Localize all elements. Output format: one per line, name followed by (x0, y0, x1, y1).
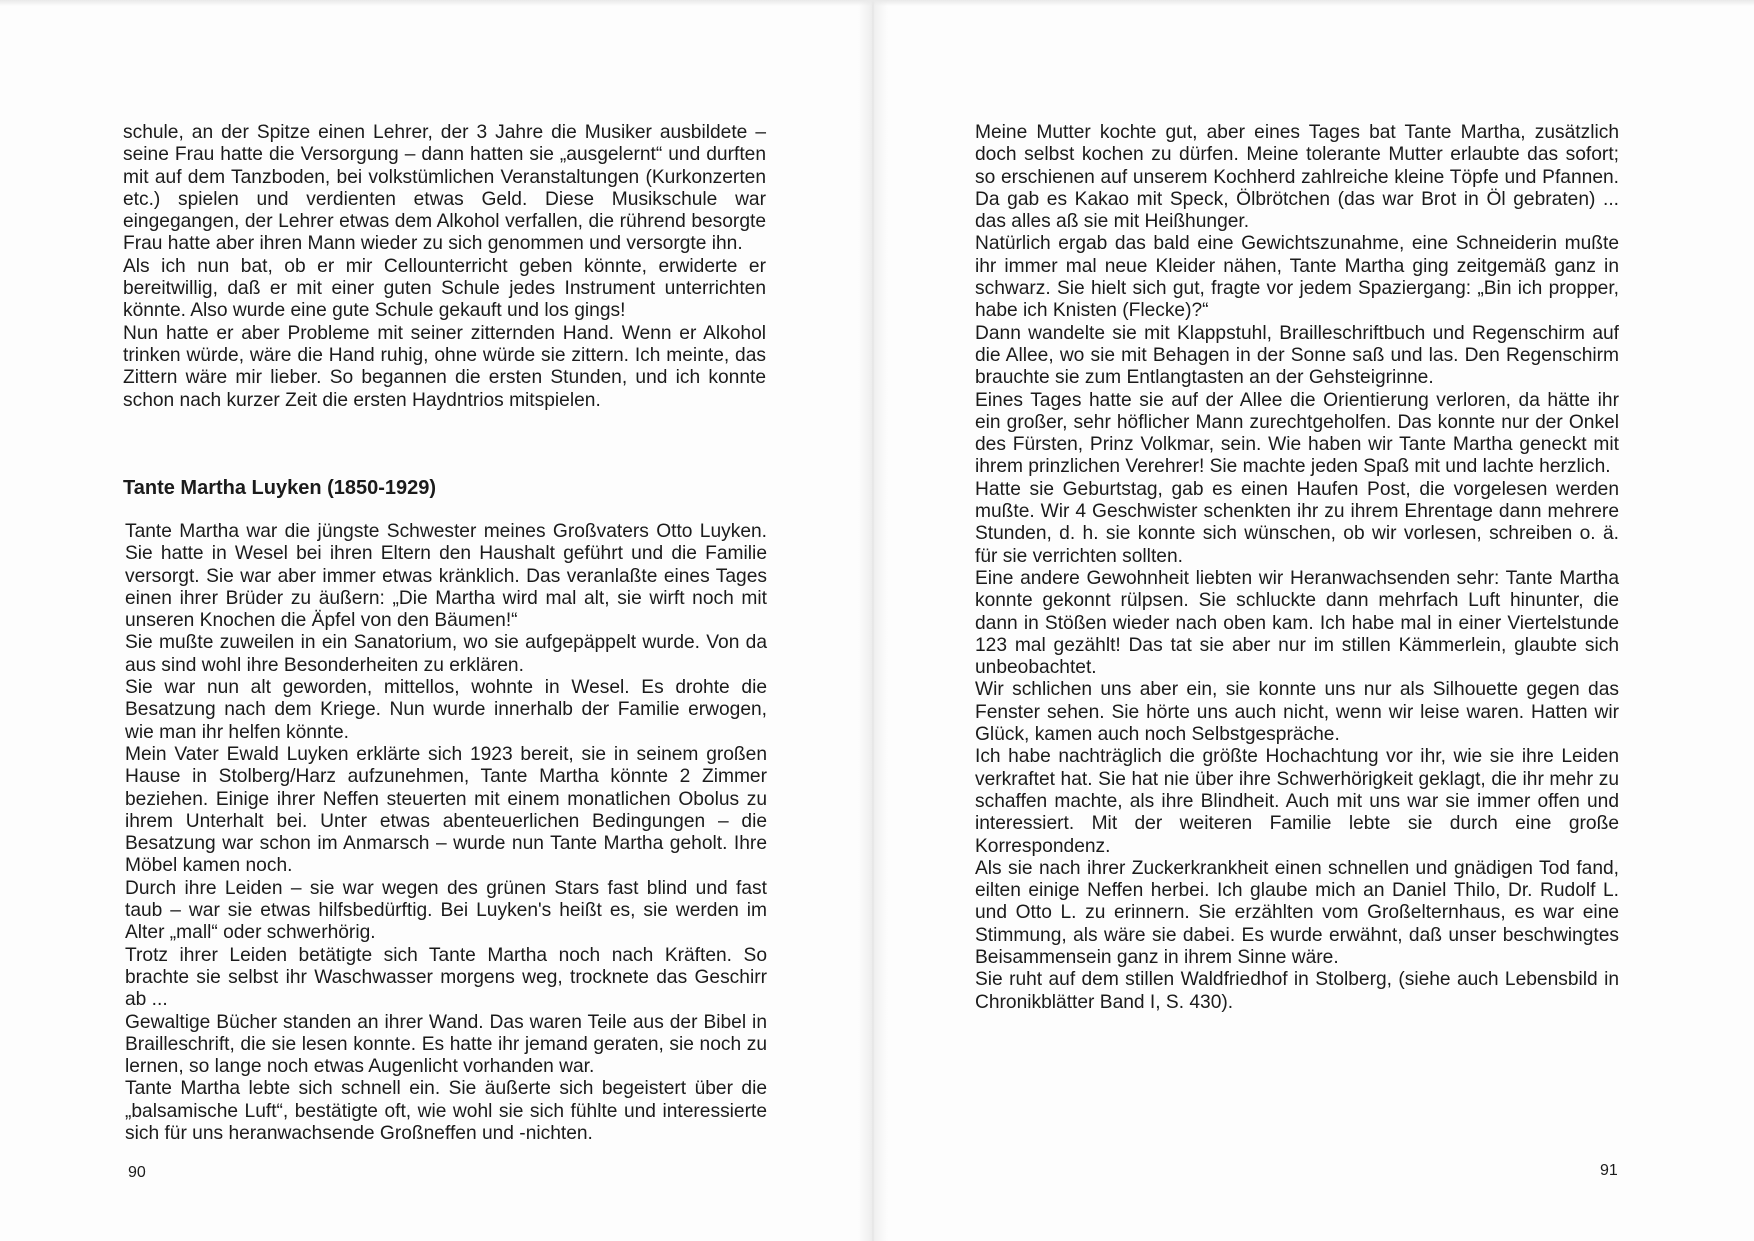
paragraph: Dann wandelte sie mit Klappstuhl, Brailleschriftbuch und Regenschirm auf die Allee, wo sie mit Behagen in der Sonne saß und las. Den Regenschirm brauchte sie zum Entlangtasten an der Gehsteigrinne. (975, 322, 1619, 389)
paragraph: Eines Tages hatte sie auf der Allee die Orientierung verloren, da hätte ihr ein großer, sehr höflicher Mann zurechtgeholfen. Das konnte nur der Onkel des Fürsten, Prinz Volkmar, sein. Wie haben wir Tante Martha geneckt mit ihrem prinzlichen Verehrer! Sie machte jeden Spaß mit und lachte herzlich. (975, 389, 1619, 478)
paragraph: Meine Mutter kochte gut, aber eines Tages bat Tante Martha, zusätzlich doch selbst kochen zu dürfen. Meine tolerante Mutter erlaubte das sofort; so erschienen auf unserem Kochherd zahlreiche kleine Töpfe und Pfannen. Da gab es Kakao mit Speck, Ölbrötchen (das war Brot in Öl gebraten) ... das alles aß sie mit Heißhunger. (975, 122, 1619, 233)
paragraph: Wir schlichen uns aber ein, sie konnte uns nur als Silhouette gegen das Fenster sehen. Sie hörte uns auch nicht, wenn wir leise waren. Hatten wir Glück, kamen auch noch Selbstgespräche. (975, 679, 1619, 746)
paragraph: Ich habe nachträglich die größte Hochachtung vor ihr, wie sie ihre Leiden verkraftet hat. Sie hat nie über ihre Schwerhörigkeit geklagt, die ihr mehr zu schaffen machte, als ihre Blindheit. Auch mit uns war sie immer offen und interessiert. Mit der weiteren Familie lebte sie durch eine große Korrespondenz. (975, 746, 1619, 857)
book-gutter (858, 0, 888, 1241)
left-page-text-bottom (125, 521, 767, 1145)
paragraph: Durch ihre Leiden – sie war wegen des grünen Stars fast blind und fast taub – war sie etwas hilfsbedürftig. Bei Luyken's heißt es, sie werden im Alter „mall“ oder schwerhörig. (125, 877, 767, 944)
paragraph: Mein Vater Ewald Luyken erklärte sich 1923 bereit, sie in seinem großen Hause in Stolberg/Harz aufzunehmen, Tante Martha könnte 2 Zimmer beziehen. Einige ihrer Neffen steuerten mit einem monatlichen Obolus zu ihrem Unterhalt bei. Unter etwas abenteuerlichen Bedingungen – die Besatzung war schon im Anmarsch – wurde nun Tante Martha geholt. Ihre Möbel kamen noch. (125, 743, 767, 877)
paragraph: Nun hatte er aber Probleme mit seiner zitternden Hand. Wenn er Alkohol trinken würde, wäre die Hand ruhig, ohne würde sie zittern. Ich meinte, das Zittern wäre mir lieber. So begannen die ersten Stunden, und ich konnte schon nach kurzer Zeit die ersten Haydntrios mitspielen. (123, 322, 766, 411)
right-page (872, 0, 1754, 1241)
paragraph: Tante Martha lebte sich schnell ein. Sie äußerte sich begeistert über die „balsamische Luft“, bestätigte oft, wie wohl sie sich fühlte und interessierte sich für uns heranwachsende Großneffen und -nichten. (125, 1078, 767, 1145)
paragraph: Als sie nach ihrer Zuckerkrankheit einen schnellen und gnädigen Tod fand, eilten einige Neffen herbei. Ich glaube mich an Daniel Thilo, Dr. Rudolf L. und Otto L. zu erinnern. Sie erzählten vom Großelternhaus, es war eine Stimmung, als wäre sie dabei. Es wurde erwähnt, daß unser beschwingtes Beisammensein ganz in ihrem Sinne wäre. (975, 857, 1619, 968)
left-page (0, 0, 872, 1241)
page-number: 91 (1600, 1162, 1618, 1179)
right-page-text (975, 122, 1619, 1014)
paragraph: Tante Martha war die jüngste Schwester meines Großvaters Otto Luyken. Sie hatte in Wesel bei ihren Eltern den Haushalt geführt und die Familie versorgt. Sie war aber immer etwas kränklich. Das veranlaßte eines Tages einen ihrer Brüder zu äußern: „Die Martha wird mal alt, sie wirft noch mit unseren Knochen die Äpfel von den Bäumen!“ (125, 521, 767, 632)
section-heading: Tante Martha Luyken (1850-1929) (123, 477, 437, 499)
page-top-edge (0, 0, 1754, 6)
paragraph: Trotz ihrer Leiden betätigte sich Tante Martha noch nach Kräften. So brachte sie selbst ihr Waschwasser morgens weg, trocknete das Geschirr ab ... (125, 944, 767, 1011)
paragraph: schule, an der Spitze einen Lehrer, der 3 Jahre die Musiker ausbildete – seine Frau hatte die Versorgung – dann hatten sie „ausgelernt“ und durften mit auf dem Tanzboden, bei volkstümlichen Veranstaltungen (Kurkonzerten etc.) spielen und verdienten etwas Geld. Diese Musikschule war eingegangen, der Lehrer etwas dem Alkohol verfallen, die rührend besorgte Frau hatte aber ihren Mann wieder zu sich genommen und versorgte ihn. (123, 122, 766, 255)
paragraph: Sie ruht auf dem stillen Waldfriedhof in Stolberg, (siehe auch Lebensbild in Chronikblätter Band I, S. 430). (975, 969, 1619, 1013)
paragraph: Sie war nun alt geworden, mittellos, wohnte in Wesel. Es drohte die Besatzung nach dem Kriege. Nun wurde innerhalb der Familie erwogen, wie man ihr helfen könnte. (125, 677, 767, 743)
paragraph: Hatte sie Geburtstag, gab es einen Haufen Post, die vorgelesen werden mußte. Wir 4 Geschwister schenkten ihr zu ihrem Ehrentage dann mehrere Stunden, d. h. sie konnte sich wünschen, ob wir vorlesen, schreiben o. ä. für sie verrichten sollten. (975, 478, 1619, 567)
paragraph: Eine andere Gewohnheit liebten wir Heranwachsenden sehr: Tante Martha konnte gekonnt rülpsen. Sie schluckte dann mehrfach Luft hinunter, die dann in Stößen wieder nach oben kam. Ich habe mal in einer Viertelstunde 123 mal gezählt! Das tat sie aber nur im stillen Kämmerlein, glaubte sich unbeobachtet. (975, 567, 1619, 679)
paragraph: Als ich nun bat, ob er mir Cellounterricht geben könnte, erwiderte er bereitwillig, daß er mit einer guten Schule jedes Instrument unterrichten könnte. Also wurde eine gute Schule gekauft und los gings! (123, 255, 766, 322)
paragraph: Gewaltige Bücher standen an ihrer Wand. Das waren Teile aus der Bibel in Brailleschrift, die sie lesen konnte. Es hatte ihr jemand geraten, sie noch zu lernen, so lange noch etwas Augenlicht vorhanden war. (125, 1011, 767, 1078)
page-number: 90 (128, 1164, 146, 1181)
left-page-text-top (123, 122, 766, 412)
paragraph: Sie mußte zuweilen in ein Sanatorium, wo sie aufgepäppelt wurde. Von da aus sind wohl ihre Besonderheiten zu erklären. (125, 632, 767, 676)
paragraph: Natürlich ergab das bald eine Gewichtszunahme, eine Schneiderin mußte ihr immer mal neue Kleider nähen, Tante Martha ging zeitgemäß ganz in schwarz. Sie hielt sich gut, fragte vor jedem Spaziergang: „Bin ich propper, habe ich Knisten (Flecke)?“ (975, 233, 1619, 322)
